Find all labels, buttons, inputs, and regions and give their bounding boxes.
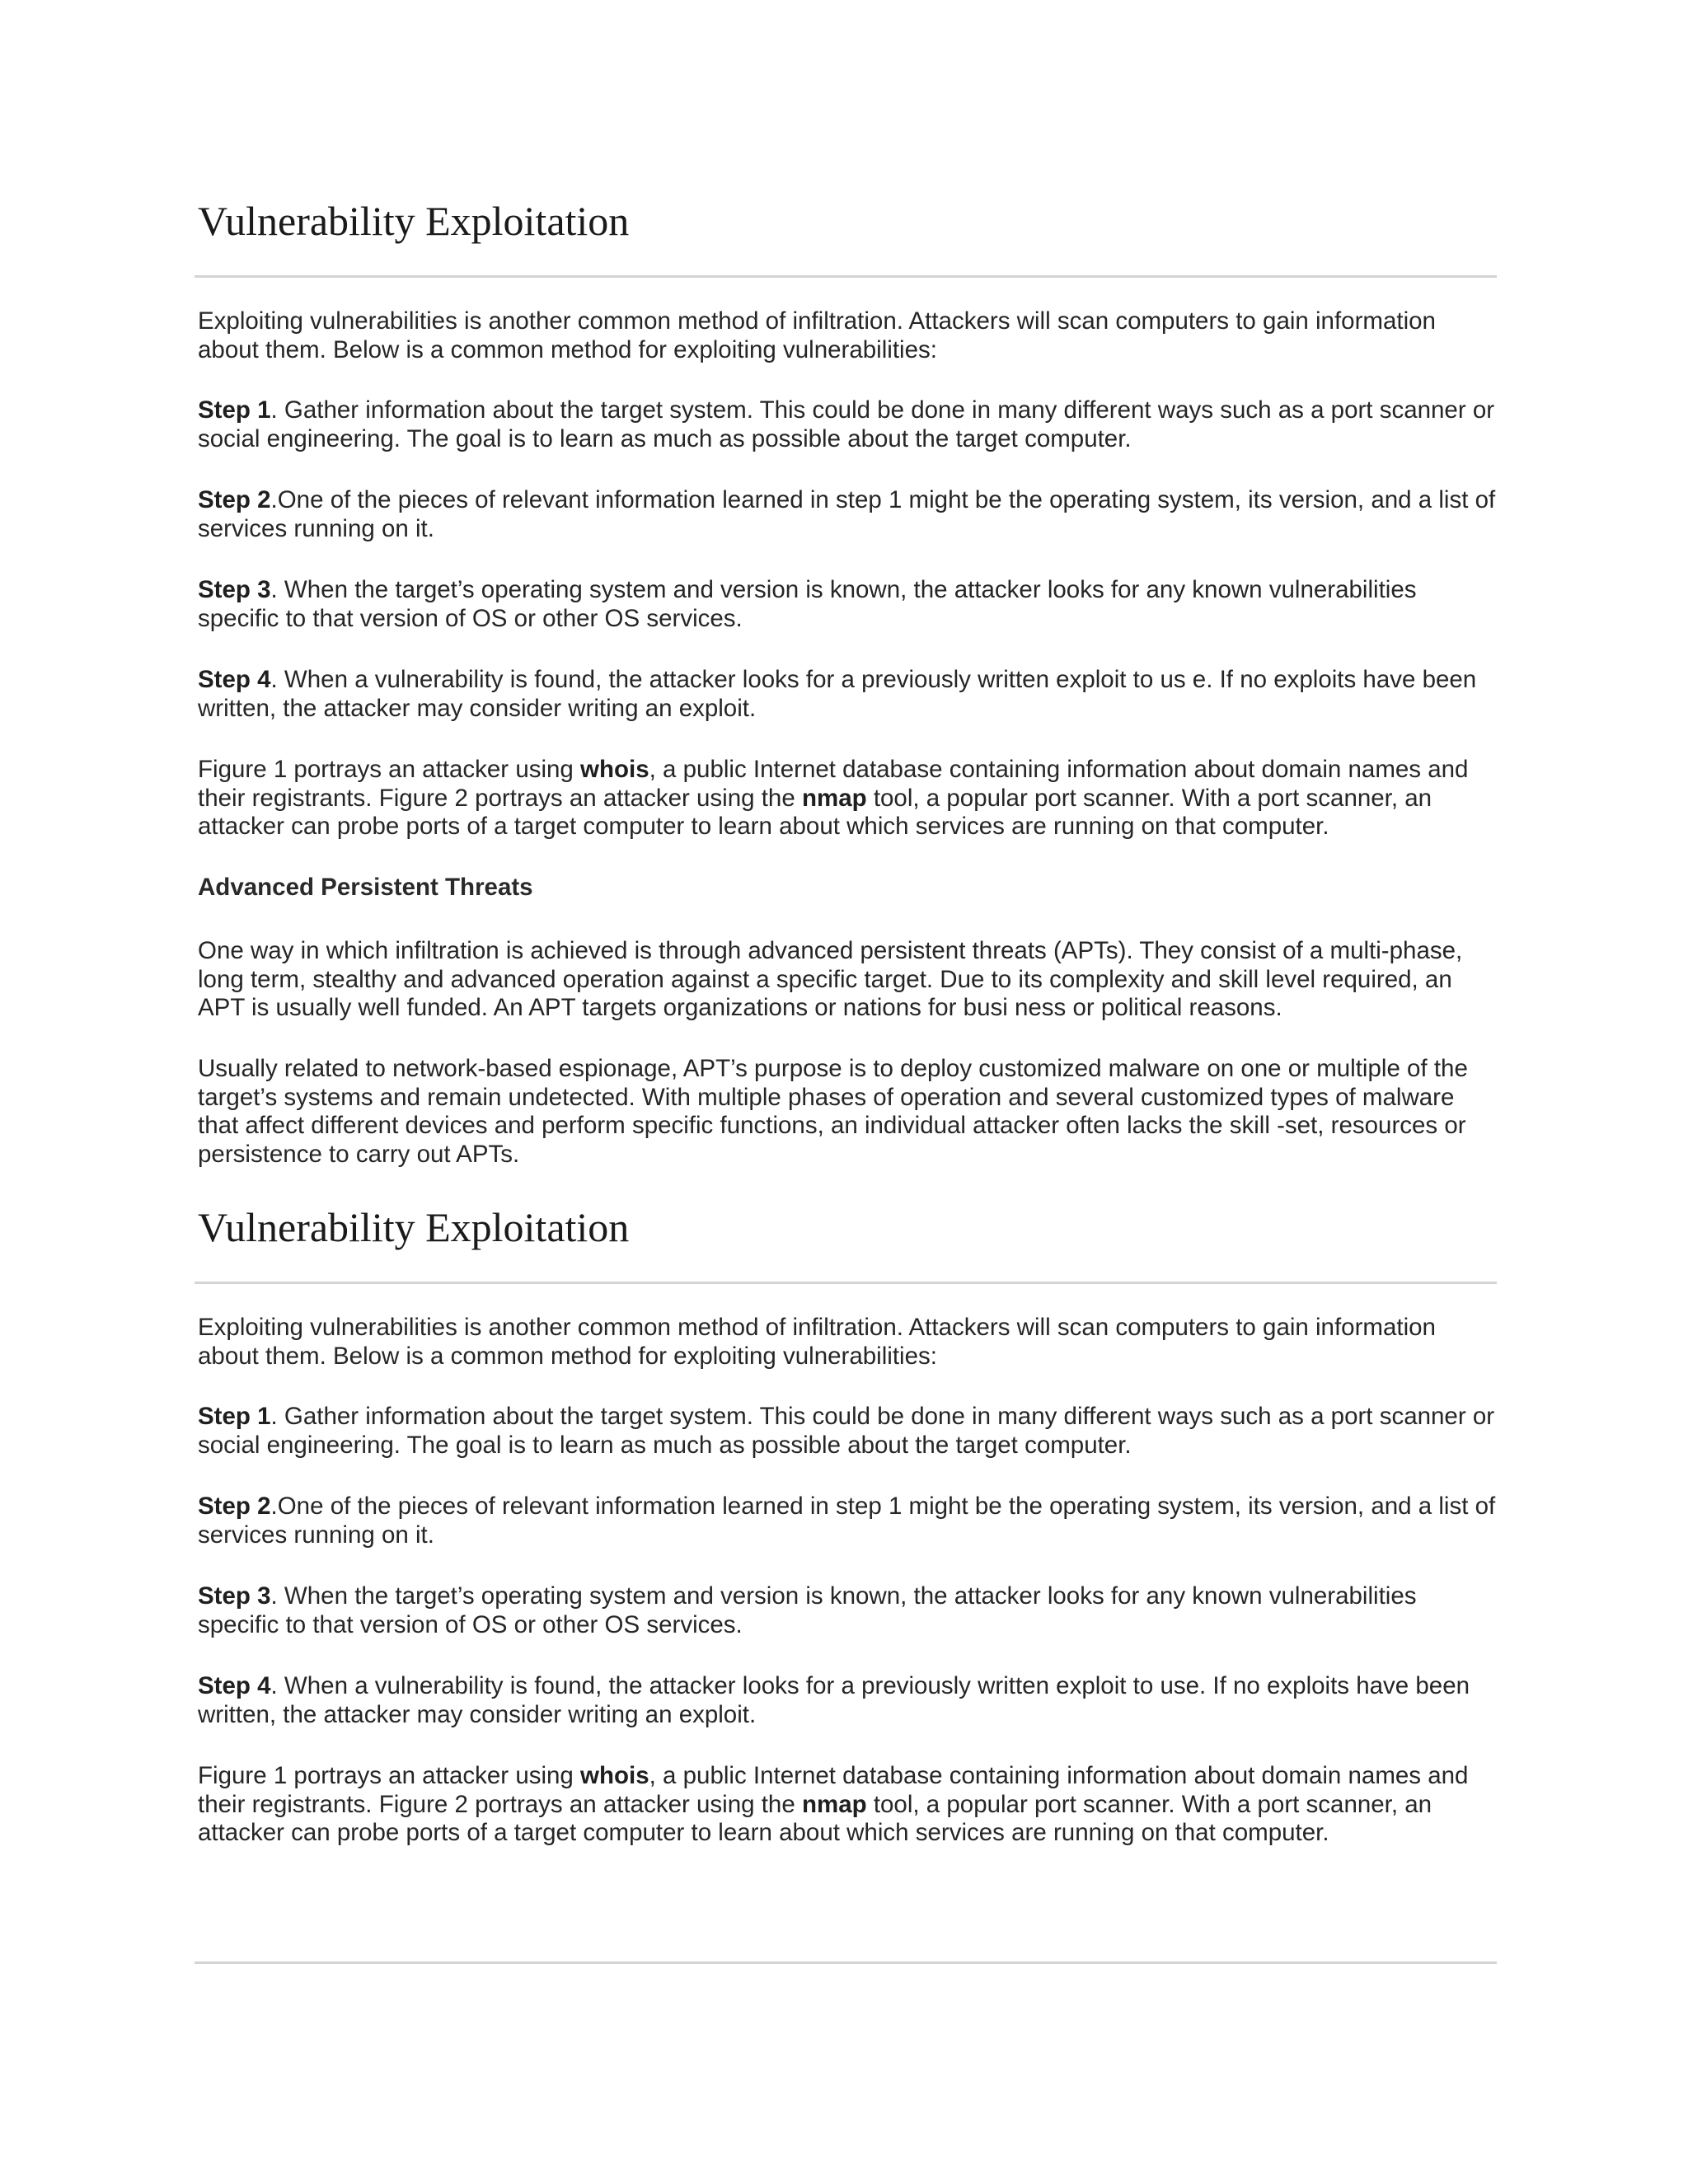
section-1-title: Vulnerability Exploitation	[198, 198, 630, 244]
step-text: When a vulnerability is found, the attacker looks for a previously written exploit to use. If no exploits have been written, the attacker may consider writing an exploit.	[198, 1672, 1470, 1728]
step-text: When a vulnerability is found, the attacker looks for a previously written exploit to us e. If no exploits have been written, the attacker may consider writing an exploit.	[198, 666, 1477, 722]
step-sep: .	[270, 1403, 278, 1430]
section-1-divider	[195, 275, 1497, 278]
section-2-figures-paragraph	[198, 1762, 1500, 1848]
figures-text-a: Figure 1 portrays an attacker using	[198, 1762, 581, 1789]
section-1-step-4	[198, 666, 1500, 723]
section-1-step-2	[198, 486, 1500, 543]
step-label: Step 2	[198, 1493, 271, 1520]
step-sep: .	[270, 1672, 278, 1699]
section-1-intro: Exploiting vulnerabilities is another common method of infiltration. Attackers will scan computers to gain information about them. Below is a common method for exploiting vulnerabilities:	[198, 307, 1436, 363]
step-text: When the target’s operating system and version is known, the attacker looks for any known vulnerabilities specific to that version of OS or other OS services.	[198, 576, 1417, 632]
page-bottom-divider	[195, 1961, 1497, 1964]
figures-text-b: , a public Internet database containing information about domain names and their registrants. Figure 2 portrays an attacker using the	[198, 756, 1469, 812]
step-text: One of the pieces of relevant information learned in step 1 might be the operating system, its version, and a list of services running on it.	[198, 486, 1496, 542]
figures-text-b: , a public Internet database containing information about domain names and their registrants. Figure 2 portrays an attacker using the	[198, 1762, 1469, 1818]
apt-paragraph-2: Usually related to network-based espionage, APT’s purpose is to deploy customized malware on one or multiple of the target’s systems and remain undetected. With multiple phases of operation and several customized types of malware that affect different devices and perform specific functions, an individual attacker often lacks the skill -set, resources or persistence to carry out APTs.	[198, 1055, 1468, 1168]
nmap-term: nmap	[801, 1790, 867, 1818]
step-sep: .	[270, 1493, 278, 1520]
step-text: One of the pieces of relevant information learned in step 1 might be the operating system, its version, and a list of services running on it.	[198, 1493, 1496, 1549]
apt-paragraph-1: One way in which infiltration is achieved is through advanced persistent threats (APTs). They consist of a multi-phase, long term, stealthy and advanced operation against a specific target. Due to its complexity and skill level required, an APT is usually well funded. An APT targets organizations or nations for busi ness or political reasons.	[198, 937, 1463, 1021]
step-sep: .	[270, 666, 278, 693]
step-sep: .	[270, 396, 278, 424]
step-sep: .	[270, 1582, 278, 1610]
section-2-step-1	[198, 1403, 1500, 1460]
section-2-divider	[195, 1282, 1497, 1284]
section-2-intro: Exploiting vulnerabilities is another common method of infiltration. Attackers will scan computers to gain information about them. Below is a common method for exploiting vulnerabilities:	[198, 1314, 1436, 1370]
section-2-step-3	[198, 1582, 1500, 1639]
step-sep: .	[270, 486, 278, 513]
step-label: Step 1	[198, 1403, 271, 1430]
step-sep: .	[270, 576, 278, 603]
step-label: Step 3	[198, 1582, 271, 1610]
nmap-term: nmap	[801, 784, 867, 812]
section-1-figures-paragraph	[198, 756, 1500, 841]
figures-text-c: tool, a popular port scanner. With a port scanner, an attacker can probe ports of a target computer to learn about which services are running on that computer.	[198, 1790, 1432, 1846]
step-label: Step 4	[198, 1672, 271, 1699]
section-1-step-1	[198, 396, 1500, 453]
step-text: When the target’s operating system and version is known, the attacker looks for any known vulnerabilities specific to that version of OS or other OS services.	[198, 1582, 1417, 1638]
whois-term: whois	[580, 756, 649, 783]
figures-text-c: tool, a popular port scanner. With a port scanner, an attacker can probe ports of a target computer to learn about which services are running on that computer.	[198, 784, 1432, 840]
section-2-step-4	[198, 1672, 1500, 1729]
step-label: Step 4	[198, 666, 271, 693]
step-label: Step 3	[198, 576, 271, 603]
figures-text-a: Figure 1 portrays an attacker using	[198, 756, 581, 783]
step-text: Gather information about the target system. This could be done in many different ways such as a port scanner or social engineering. The goal is to learn as much as possible about the target computer.	[198, 396, 1495, 452]
whois-term: whois	[580, 1762, 649, 1789]
section-1-step-3	[198, 576, 1500, 633]
section-2-title: Vulnerability Exploitation	[198, 1204, 630, 1250]
step-text: Gather information about the target system. This could be done in many different ways such as a port scanner or social engineering. The goal is to learn as much as possible about the target computer.	[198, 1403, 1495, 1459]
apt-heading: Advanced Persistent Threats	[198, 874, 533, 901]
step-label: Step 2	[198, 486, 271, 513]
step-label: Step 1	[198, 396, 271, 424]
section-2-step-2	[198, 1493, 1500, 1549]
